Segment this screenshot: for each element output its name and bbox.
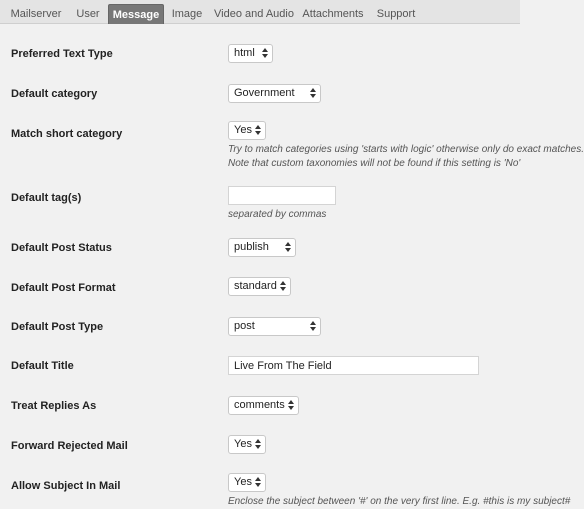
- forward-rejected-mail-label: Forward Rejected Mail: [11, 440, 128, 452]
- default-tags-input[interactable]: [228, 186, 336, 205]
- default-post-type-select[interactable]: [228, 317, 321, 336]
- default-post-type-value: post: [234, 320, 255, 332]
- select-arrows-icon: [310, 320, 316, 333]
- default-post-status-select[interactable]: [228, 238, 296, 257]
- select-arrows-icon: [255, 438, 261, 451]
- match-short-category-value: Yes: [234, 124, 252, 136]
- select-arrows-icon: [288, 399, 294, 412]
- match-short-category-description: Try to match categories using 'starts with logic' otherwise only do exact matches.: [228, 144, 584, 155]
- default-post-format-label: Default Post Format: [11, 282, 116, 294]
- select-arrows-icon: [255, 476, 261, 489]
- allow-subject-in-mail-label: Allow Subject In Mail: [11, 480, 121, 492]
- default-post-format-select[interactable]: [228, 277, 291, 296]
- match-short-category-label: Match short category: [11, 128, 123, 140]
- tab-attachments[interactable]: Attachments: [302, 8, 364, 20]
- forward-rejected-mail-select[interactable]: [228, 435, 266, 454]
- default-post-format-value: standard: [234, 280, 277, 292]
- treat-replies-as-select[interactable]: [228, 396, 299, 415]
- default-tags-hint: separated by commas: [228, 209, 327, 220]
- default-title-input[interactable]: [228, 356, 479, 375]
- default-title-label: Default Title: [11, 360, 74, 372]
- allow-subject-in-mail-description: Enclose the subject between '#' on the very first line. E.g. #this is my subject#: [228, 496, 571, 507]
- treat-replies-as-value: comments: [234, 399, 285, 411]
- default-post-status-value: publish: [234, 241, 269, 253]
- select-arrows-icon: [285, 241, 291, 254]
- default-post-type-label: Default Post Type: [11, 321, 104, 333]
- default-category-value: Government: [234, 87, 295, 99]
- select-arrows-icon: [255, 124, 261, 137]
- preferred-text-type-select[interactable]: [228, 44, 273, 63]
- default-category-label: Default category: [11, 88, 98, 100]
- tab-mailserver[interactable]: Mailserver: [10, 8, 62, 20]
- tab-user[interactable]: User: [76, 8, 100, 20]
- select-arrows-icon: [280, 280, 286, 293]
- default-category-select[interactable]: [228, 84, 321, 103]
- match-short-category-select[interactable]: [228, 121, 266, 140]
- preferred-text-type-label: Preferred Text Type: [11, 48, 113, 60]
- tab-image[interactable]: Image: [171, 8, 203, 20]
- match-short-category-note: Note that custom taxonomies will not be found if this setting is 'No': [228, 158, 521, 169]
- select-arrows-icon: [262, 47, 268, 60]
- allow-subject-in-mail-select[interactable]: [228, 473, 266, 492]
- tab-message[interactable]: Message: [108, 4, 164, 24]
- tab-support[interactable]: Support: [376, 8, 416, 20]
- select-arrows-icon: [310, 87, 316, 100]
- default-post-status-label: Default Post Status: [11, 242, 112, 254]
- treat-replies-as-label: Treat Replies As: [11, 400, 97, 412]
- settings-tab-bar: [0, 0, 520, 24]
- tab-video-and-audio[interactable]: Video and Audio: [214, 8, 294, 20]
- preferred-text-type-value: html: [234, 47, 255, 59]
- forward-rejected-mail-value: Yes: [234, 438, 252, 450]
- allow-subject-in-mail-value: Yes: [234, 476, 252, 488]
- default-tags-label: Default tag(s): [11, 192, 82, 204]
